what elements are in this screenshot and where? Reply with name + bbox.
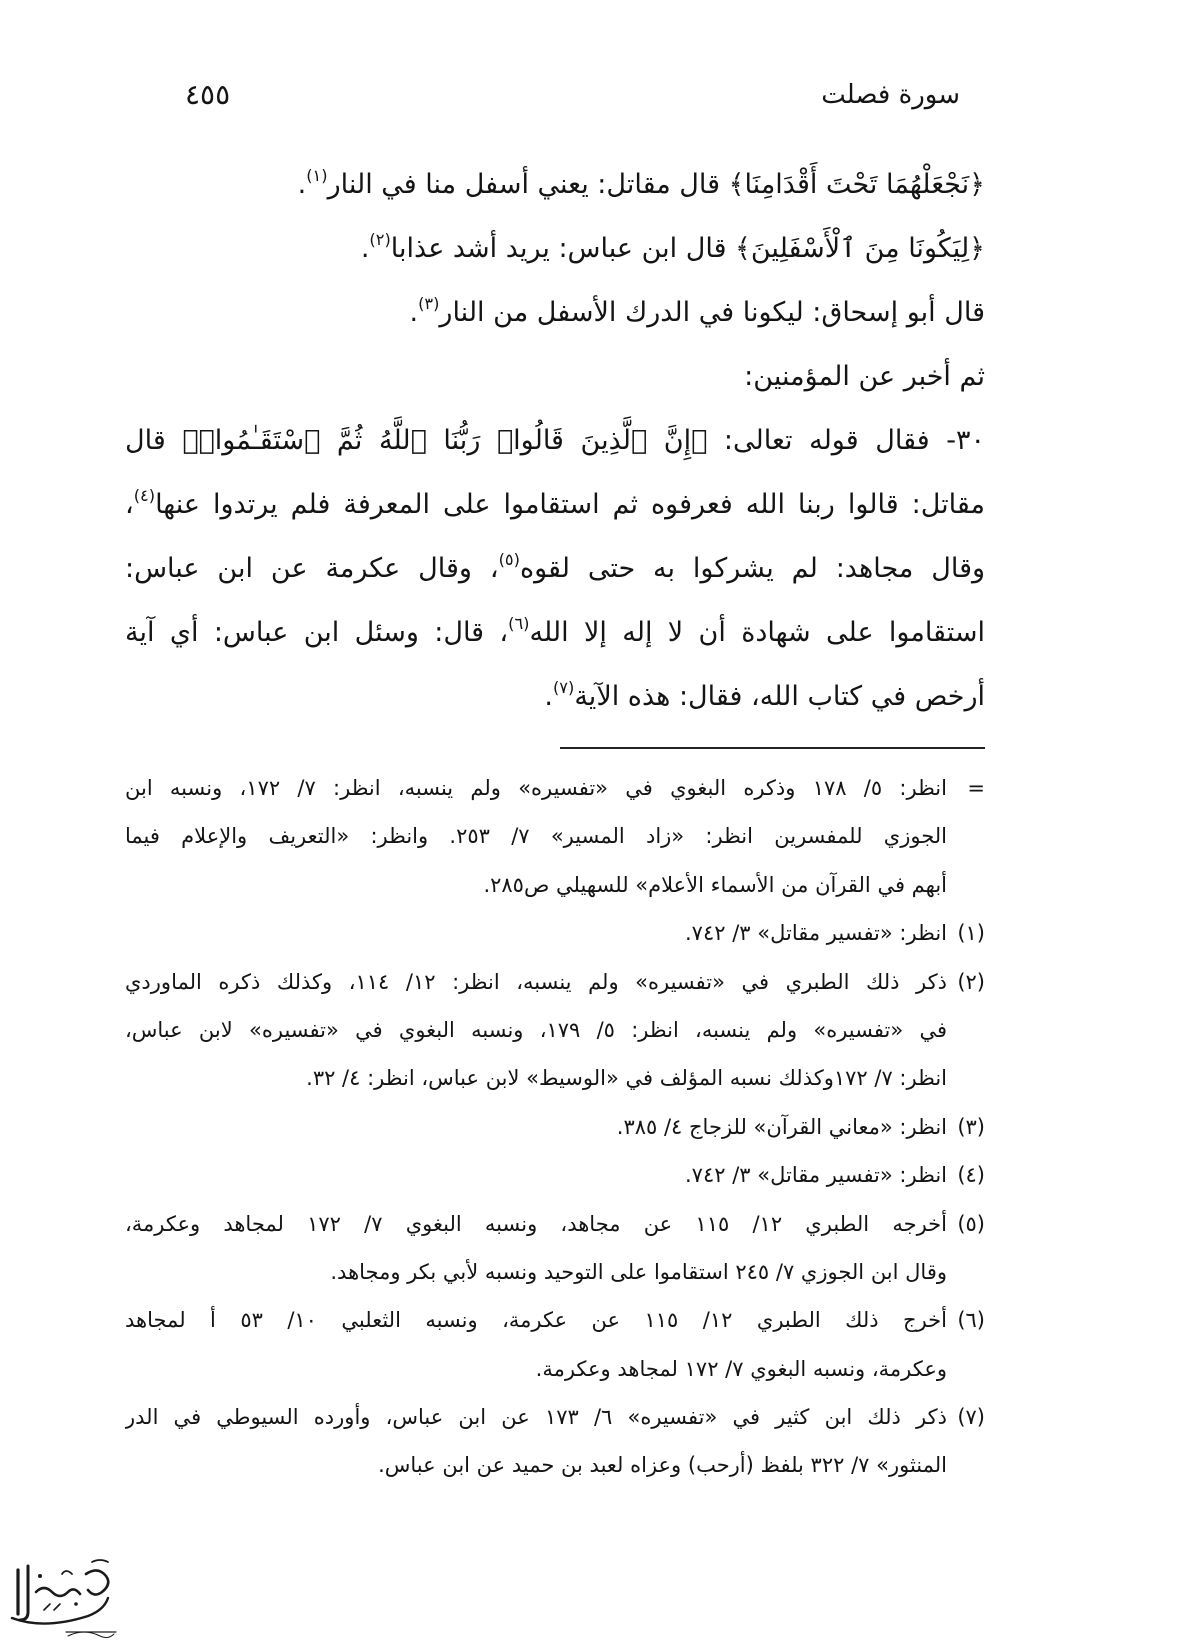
footnote-line: انظر: «تفسير مقاتل» ٣/ ٧٤٢.: [684, 921, 947, 946]
footnote-ref: (٧): [552, 677, 575, 697]
footnote-continued: [125, 764, 985, 909]
footnote-line: وعكرمة، ونسبه البغوي ٧/ ١٧٢ لمجاهد وعكرمة.: [535, 1356, 947, 1381]
main-text-line: [125, 281, 985, 345]
footnote-line: وقال ابن الجوزي ٧/ ٢٤٥ استقاموا على التوحيد ونسبه لأبي بكر ومجاهد.: [330, 1259, 947, 1284]
main-text-line: [125, 537, 985, 601]
line-text: قال أبو إسحاق: ليكونا في الدرك الأسفل من النار: [439, 297, 985, 328]
footnote-marker: (٣): [957, 1114, 985, 1139]
footnotes: [125, 764, 985, 1490]
footnote-7: [125, 1393, 985, 1490]
line-text: ثم أخبر عن المؤمنين:: [744, 361, 985, 392]
main-text-line: [125, 345, 985, 409]
footnote-2: [125, 958, 985, 1103]
footnote-marker: (٤): [957, 1163, 985, 1188]
footnote-marker: =: [967, 776, 985, 800]
line-text-after: .: [297, 169, 307, 200]
line-text: استقاموا على شهادة أن لا إله إلا الله: [529, 617, 985, 648]
footnote-ref: (٣): [418, 293, 440, 313]
footnote-line: انظر: ٥/ ١٧٨ وذكره البغوي في «تفسيره» ولم ينسبه، انظر: ٧/ ١٧٢، ونسبه ابن: [125, 776, 947, 800]
page-number: ٤٥٥: [185, 78, 231, 111]
line-text: وقال مجاهد: لم يشركوا به حتى لقوه: [519, 553, 985, 584]
footnote-line: انظر: ٧/ ١٧٢وكذلك نسبه المؤلف في «الوسيط» لابن عباس، انظر: ٤/ ٣٢.: [306, 1066, 947, 1091]
footnote-line: أخرج ذلك الطبري ١٢/ ١١٥ عن عكرمة، ونسبه الثعلبي ١٠/ ٥٣ أ لمجاهد: [125, 1308, 947, 1333]
main-text-line: [125, 217, 985, 281]
line-text: ﴿لِيَكُونَا مِنَ ٱلْأَسْفَلِينَ﴾ قال ابن عباس: يريد أشد عذابا: [390, 233, 985, 264]
footnote-ref: (١): [306, 165, 328, 185]
footnote-line: الجوزي للمفسرين انظر: «زاد المسير» ٧/ ٢٥٣. وانظر: «التعريف والإعلام فيما: [125, 824, 947, 849]
footnote-3: [125, 1103, 985, 1151]
main-text-line: [125, 601, 985, 665]
footnote-ref: (٦): [508, 613, 530, 633]
footnote-ref: (٤): [133, 485, 156, 505]
footnote-line: انظر: «تفسير مقاتل» ٣/ ٧٤٢.: [684, 1163, 947, 1188]
footnote-1: [125, 909, 985, 957]
surah-title: سورة فصلت: [821, 80, 960, 110]
line-text-after: .: [360, 233, 370, 264]
footnote-line: في «تفسيره» ولم ينسبه، انظر: ٥/ ١٧٩، ونسبه البغوي في «تفسيره» لابن عباس،: [125, 1017, 947, 1042]
logo-dot: [38, 1574, 42, 1578]
footnote-marker: (٥): [957, 1211, 985, 1236]
main-text: [125, 153, 985, 729]
footnote-marker: (٦): [957, 1308, 985, 1333]
footnote-ref: (٥): [498, 549, 520, 569]
footnote-line: ذكر ذلك الطبري في «تفسيره» ولم ينسبه، انظر: ١٢/ ١١٤، وكذلك ذكره الماوردي: [125, 969, 947, 994]
footnote-line: أبهم في القرآن من الأسماء الأعلام» للسهيلي ص٢٨٥.: [483, 872, 947, 897]
main-text-line: [125, 665, 985, 729]
line-text-after: ، قال: وسئل ابن عباس: أي آية: [125, 617, 509, 648]
main-text-line: [125, 409, 985, 473]
line-text: أرخص في كتاب الله، فقال: هذه الآية: [574, 681, 985, 712]
line-text: ٣٠- فقال قوله تعالى: ﴿إِنَّ ٱلَّذِينَ قَالُوا۟ رَبُّنَا ٱللَّهُ ثُمَّ ٱسْتَقَـٰمُوا۟﴾ قال: [125, 425, 985, 456]
line-text: مقاتل: قالوا ربنا الله فعرفوه ثم استقاموا على المعرفة فلم يرتدوا عنها: [155, 489, 985, 520]
footnote-4: [125, 1151, 985, 1199]
line-text-after: .: [544, 681, 553, 712]
main-text-line: [125, 153, 985, 217]
footnote-separator: [560, 747, 985, 749]
footnote-marker: (٧): [957, 1405, 985, 1430]
footnote-ref: (٢): [369, 229, 391, 249]
footnote-marker: (٢): [957, 969, 985, 994]
line-text-after: ، وقال عكرمة عن ابن عباس:: [125, 553, 499, 584]
publisher-logo-icon: [4, 1552, 126, 1642]
footnote-line: ذكر ذلك ابن كثير في «تفسيره» ٦/ ١٧٣ عن ابن عباس، وأورده السيوطي في الدر: [125, 1405, 947, 1430]
line-text-after: ،: [125, 489, 134, 520]
footnote-line: انظر: «معاني القرآن» للزجاج ٤/ ٣٨٥.: [616, 1114, 947, 1139]
footnote-marker: (١): [957, 921, 985, 946]
main-text-line: [125, 473, 985, 537]
line-text: ﴿نَجْعَلْهُمَا تَحْتَ أَقْدَامِنَا﴾ قال مقاتل: يعني أسفل منا في النار: [327, 169, 985, 200]
line-text-after: .: [409, 297, 419, 328]
footnote-line: أخرجه الطبري ١٢/ ١١٥ عن مجاهد، ونسبه البغوي ٧/ ١٧٢ لمجاهد وعكرمة،: [125, 1211, 947, 1236]
footnote-6: [125, 1296, 985, 1393]
footnote-line: المنثور» ٧/ ٣٢٢ بلفظ (أرحب) وعزاه لعبد بن حميد عن ابن عباس.: [378, 1453, 947, 1478]
footnote-5: [125, 1200, 985, 1297]
